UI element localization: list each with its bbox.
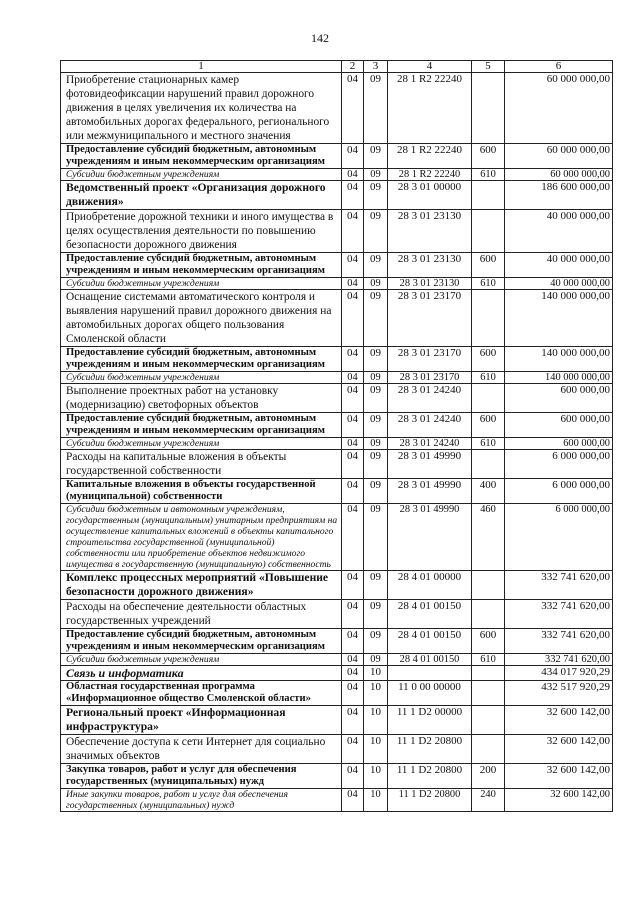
item-name-cell: Комплекс процессных мероприятий «Повышение безопасности дорожного движения»: [61, 571, 342, 600]
section-code-cell: 04: [342, 571, 364, 600]
subsection-code-cell: 09: [364, 384, 388, 413]
table-row: [61, 764, 613, 789]
expense-type-cell: 600: [472, 629, 505, 654]
section-code-cell: 04: [342, 347, 364, 372]
item-name-cell: Ведомственный проект «Организация дорожного движения»: [61, 181, 342, 210]
table-row: [61, 504, 613, 571]
expense-type-cell: 460: [472, 504, 505, 571]
item-name-cell: Субсидии бюджетным учреждениям: [61, 372, 342, 384]
subsection-code-cell: 09: [364, 654, 388, 666]
expense-type-cell: [472, 384, 505, 413]
amount-cell: 140 000 000,00: [505, 347, 613, 372]
amount-cell: 60 000 000,00: [505, 144, 613, 169]
section-code-cell: 04: [342, 764, 364, 789]
expense-type-cell: [472, 450, 505, 479]
target-article-cell: 28 4 01 00000: [388, 571, 472, 600]
target-article-cell: 28 3 01 49990: [388, 504, 472, 571]
item-name-cell: Закупка товаров, работ и услуг для обеспечения государственных (муниципальных) нужд: [61, 764, 342, 789]
section-code-cell: 04: [342, 706, 364, 735]
expense-type-cell: [472, 706, 505, 735]
amount-cell: 140 000 000,00: [505, 290, 613, 347]
subsection-code-cell: 09: [364, 372, 388, 384]
target-article-cell: 28 1 R2 22240: [388, 169, 472, 181]
target-article-cell: 28 3 01 23170: [388, 347, 472, 372]
expense-type-cell: 600: [472, 413, 505, 438]
target-article-cell: 28 4 01 00150: [388, 600, 472, 629]
section-code-cell: 04: [342, 413, 364, 438]
table-row: [61, 253, 613, 278]
expense-type-cell: 610: [472, 654, 505, 666]
subsection-code-cell: 09: [364, 73, 388, 144]
section-code-cell: 04: [342, 73, 364, 144]
target-article-cell: 28 4 01 00150: [388, 629, 472, 654]
item-name-cell: Оснащение системами автоматического контроля и выявления нарушений правил дорожного движения на автомобильных дорогах общего пользования Смоленской области: [61, 290, 342, 347]
amount-cell: 332 741 620,00: [505, 600, 613, 629]
amount-cell: 60 000 000,00: [505, 169, 613, 181]
expense-type-cell: [472, 181, 505, 210]
header-cell: 6: [505, 61, 613, 73]
subsection-code-cell: 10: [364, 735, 388, 764]
table-row: [61, 290, 613, 347]
item-name-cell: Субсидии бюджетным учреждениям: [61, 278, 342, 290]
expense-type-cell: 610: [472, 438, 505, 450]
target-article-cell: 28 3 01 23130: [388, 253, 472, 278]
item-name-cell: Расходы на обеспечение деятельности областных государственных учреждений: [61, 600, 342, 629]
table-row: [61, 600, 613, 629]
target-article-cell: 28 3 01 24240: [388, 438, 472, 450]
target-article-cell: 28 4 01 00150: [388, 654, 472, 666]
amount-cell: 32 600 142,00: [505, 735, 613, 764]
item-name-cell: Предоставление субсидий бюджетным, автономным учреждениям и иным некоммерческим организациям: [61, 144, 342, 169]
section-code-cell: 04: [342, 450, 364, 479]
table-row: [61, 479, 613, 504]
subsection-code-cell: 10: [364, 706, 388, 735]
target-article-cell: 28 3 01 23170: [388, 290, 472, 347]
expense-type-cell: 600: [472, 253, 505, 278]
expense-type-cell: [472, 735, 505, 764]
amount-cell: 6 000 000,00: [505, 450, 613, 479]
expense-type-cell: 610: [472, 169, 505, 181]
item-name-cell: Выполнение проектных работ на установку (модернизацию) светофорных объектов: [61, 384, 342, 413]
amount-cell: 40 000 000,00: [505, 278, 613, 290]
table-row: [61, 181, 613, 210]
subsection-code-cell: 09: [364, 504, 388, 571]
subsection-code-cell: 10: [364, 681, 388, 706]
table-row: [61, 278, 613, 290]
expense-type-cell: 400: [472, 479, 505, 504]
expense-type-cell: [472, 571, 505, 600]
item-name-cell: Капитальные вложения в объекты государственной (муниципальной) собственности: [61, 479, 342, 504]
section-code-cell: 04: [342, 600, 364, 629]
table-row: [61, 706, 613, 735]
item-name-cell: Предоставление субсидий бюджетным, автономным учреждениям и иным некоммерческим организациям: [61, 629, 342, 654]
subsection-code-cell: 09: [364, 571, 388, 600]
section-code-cell: 04: [342, 789, 364, 812]
amount-cell: 32 600 142,00: [505, 706, 613, 735]
budget-table: [60, 60, 613, 812]
subsection-code-cell: 09: [364, 479, 388, 504]
target-article-cell: 28 3 01 23170: [388, 372, 472, 384]
item-name-cell: Приобретение дорожной техники и иного имущества в целях осуществления деятельности по повышению безопасности дорожного движения: [61, 210, 342, 253]
subsection-code-cell: 09: [364, 144, 388, 169]
section-code-cell: 04: [342, 666, 364, 681]
amount-cell: 600 000,00: [505, 413, 613, 438]
expense-type-cell: [472, 290, 505, 347]
amount-cell: 434 017 920,29: [505, 666, 613, 681]
item-name-cell: Субсидии бюджетным и автономным учреждениям, государственным (муниципальным) унитарным предприятиям на осуществление капитальных вложений в объекты капитального строительства государственной (муниципальной) собственности или приобретение объектов недвижимого имущества в государственную (муниципальную) собственность: [61, 504, 342, 571]
section-code-cell: 04: [342, 735, 364, 764]
amount-cell: 140 000 000,00: [505, 372, 613, 384]
target-article-cell: [388, 666, 472, 681]
table-row: [61, 169, 613, 181]
section-code-cell: 04: [342, 681, 364, 706]
subsection-code-cell: 09: [364, 290, 388, 347]
section-code-cell: 04: [342, 438, 364, 450]
subsection-code-cell: 09: [364, 169, 388, 181]
target-article-cell: 11 1 D2 00000: [388, 706, 472, 735]
amount-cell: 332 741 620,00: [505, 629, 613, 654]
item-name-cell: Предоставление субсидий бюджетным, автономным учреждениям и иным некоммерческим организациям: [61, 413, 342, 438]
table-row: [61, 735, 613, 764]
page-number: 142: [311, 31, 329, 45]
header-cell: 4: [388, 61, 472, 73]
header-cell: 2: [342, 61, 364, 73]
table-row: [61, 347, 613, 372]
target-article-cell: 28 1 R2 22240: [388, 144, 472, 169]
subsection-code-cell: 09: [364, 210, 388, 253]
target-article-cell: 28 3 01 49990: [388, 450, 472, 479]
expense-type-cell: 600: [472, 144, 505, 169]
target-article-cell: 11 1 D2 20800: [388, 735, 472, 764]
amount-cell: 6 000 000,00: [505, 504, 613, 571]
table-row: [61, 210, 613, 253]
target-article-cell: 11 1 D2 20800: [388, 764, 472, 789]
section-code-cell: 04: [342, 372, 364, 384]
target-article-cell: 28 3 01 00000: [388, 181, 472, 210]
expense-type-cell: [472, 666, 505, 681]
section-code-cell: 04: [342, 253, 364, 278]
item-name-cell: Областная государственная программа «Информационное общество Смоленской области»: [61, 681, 342, 706]
amount-cell: 60 000 000,00: [505, 73, 613, 144]
table-row: [61, 654, 613, 666]
item-name-cell: Приобретение стационарных камер фотовидеофиксации нарушений правил дорожного движения в целях увеличения их количества на автомобильных дорогах федерального, регионального или межмуниципального и местного значения: [61, 73, 342, 144]
header-cell: 1: [61, 61, 342, 73]
expense-type-cell: [472, 681, 505, 706]
table-row: [61, 73, 613, 144]
item-name-cell: Региональный проект «Информационная инфраструктура»: [61, 706, 342, 735]
header-cell: 3: [364, 61, 388, 73]
target-article-cell: 11 1 D2 20800: [388, 789, 472, 812]
section-code-cell: 04: [342, 169, 364, 181]
table-row: [61, 629, 613, 654]
subsection-code-cell: 09: [364, 413, 388, 438]
amount-cell: 600 000,00: [505, 438, 613, 450]
section-code-cell: 04: [342, 278, 364, 290]
subsection-code-cell: 10: [364, 789, 388, 812]
amount-cell: 40 000 000,00: [505, 210, 613, 253]
subsection-code-cell: 09: [364, 438, 388, 450]
amount-cell: 600 000,00: [505, 384, 613, 413]
item-name-cell: Обеспечение доступа к сети Интернет для социально значимых объектов: [61, 735, 342, 764]
expense-type-cell: [472, 73, 505, 144]
item-name-cell: Предоставление субсидий бюджетным, автономным учреждениям и иным некоммерческим организациям: [61, 253, 342, 278]
target-article-cell: 28 3 01 24240: [388, 413, 472, 438]
amount-cell: 332 741 620,00: [505, 654, 613, 666]
expense-type-cell: 610: [472, 372, 505, 384]
item-name-cell: Предоставление субсидий бюджетным, автономным учреждениям и иным некоммерческим организациям: [61, 347, 342, 372]
target-article-cell: 28 3 01 23130: [388, 278, 472, 290]
section-code-cell: 04: [342, 144, 364, 169]
expense-type-cell: 610: [472, 278, 505, 290]
section-code-cell: 04: [342, 181, 364, 210]
table-row: [61, 450, 613, 479]
table-row: [61, 789, 613, 812]
subsection-code-cell: 10: [364, 666, 388, 681]
table-row: [61, 438, 613, 450]
table-row: [61, 372, 613, 384]
item-name-cell: Субсидии бюджетным учреждениям: [61, 438, 342, 450]
item-name-cell: Субсидии бюджетным учреждениям: [61, 654, 342, 666]
section-code-cell: 04: [342, 629, 364, 654]
expense-type-cell: 240: [472, 789, 505, 812]
table-row: [61, 144, 613, 169]
item-name-cell: Субсидии бюджетным учреждениям: [61, 169, 342, 181]
subsection-code-cell: 09: [364, 450, 388, 479]
expense-type-cell: 600: [472, 347, 505, 372]
expense-type-cell: 200: [472, 764, 505, 789]
amount-cell: 32 600 142,00: [505, 789, 613, 812]
target-article-cell: 28 3 01 49990: [388, 479, 472, 504]
header-cell: 5: [472, 61, 505, 73]
subsection-code-cell: 10: [364, 764, 388, 789]
target-article-cell: 11 0 00 00000: [388, 681, 472, 706]
table-row: [61, 666, 613, 681]
subsection-code-cell: 09: [364, 600, 388, 629]
amount-cell: 186 600 000,00: [505, 181, 613, 210]
amount-cell: 432 517 920,29: [505, 681, 613, 706]
section-code-cell: 04: [342, 654, 364, 666]
item-name-cell: Связь и информатика: [61, 666, 342, 681]
subsection-code-cell: 09: [364, 253, 388, 278]
section-code-cell: 04: [342, 384, 364, 413]
table-row: [61, 384, 613, 413]
subsection-code-cell: 09: [364, 278, 388, 290]
header-row: [61, 61, 613, 73]
target-article-cell: 28 3 01 23130: [388, 210, 472, 253]
expense-type-cell: [472, 210, 505, 253]
expense-type-cell: [472, 600, 505, 629]
table-row: [61, 571, 613, 600]
subsection-code-cell: 09: [364, 629, 388, 654]
item-name-cell: Иные закупки товаров, работ и услуг для обеспечения государственных (муниципальных) нужд: [61, 789, 342, 812]
section-code-cell: 04: [342, 479, 364, 504]
target-article-cell: 28 3 01 24240: [388, 384, 472, 413]
subsection-code-cell: 09: [364, 181, 388, 210]
section-code-cell: 04: [342, 290, 364, 347]
section-code-cell: 04: [342, 504, 364, 571]
table-row: [61, 681, 613, 706]
amount-cell: 32 600 142,00: [505, 764, 613, 789]
target-article-cell: 28 1 R2 22240: [388, 73, 472, 144]
item-name-cell: Расходы на капитальные вложения в объекты государственной собственности: [61, 450, 342, 479]
subsection-code-cell: 09: [364, 347, 388, 372]
amount-cell: 6 000 000,00: [505, 479, 613, 504]
amount-cell: 332 741 620,00: [505, 571, 613, 600]
table-row: [61, 413, 613, 438]
section-code-cell: 04: [342, 210, 364, 253]
amount-cell: 40 000 000,00: [505, 253, 613, 278]
